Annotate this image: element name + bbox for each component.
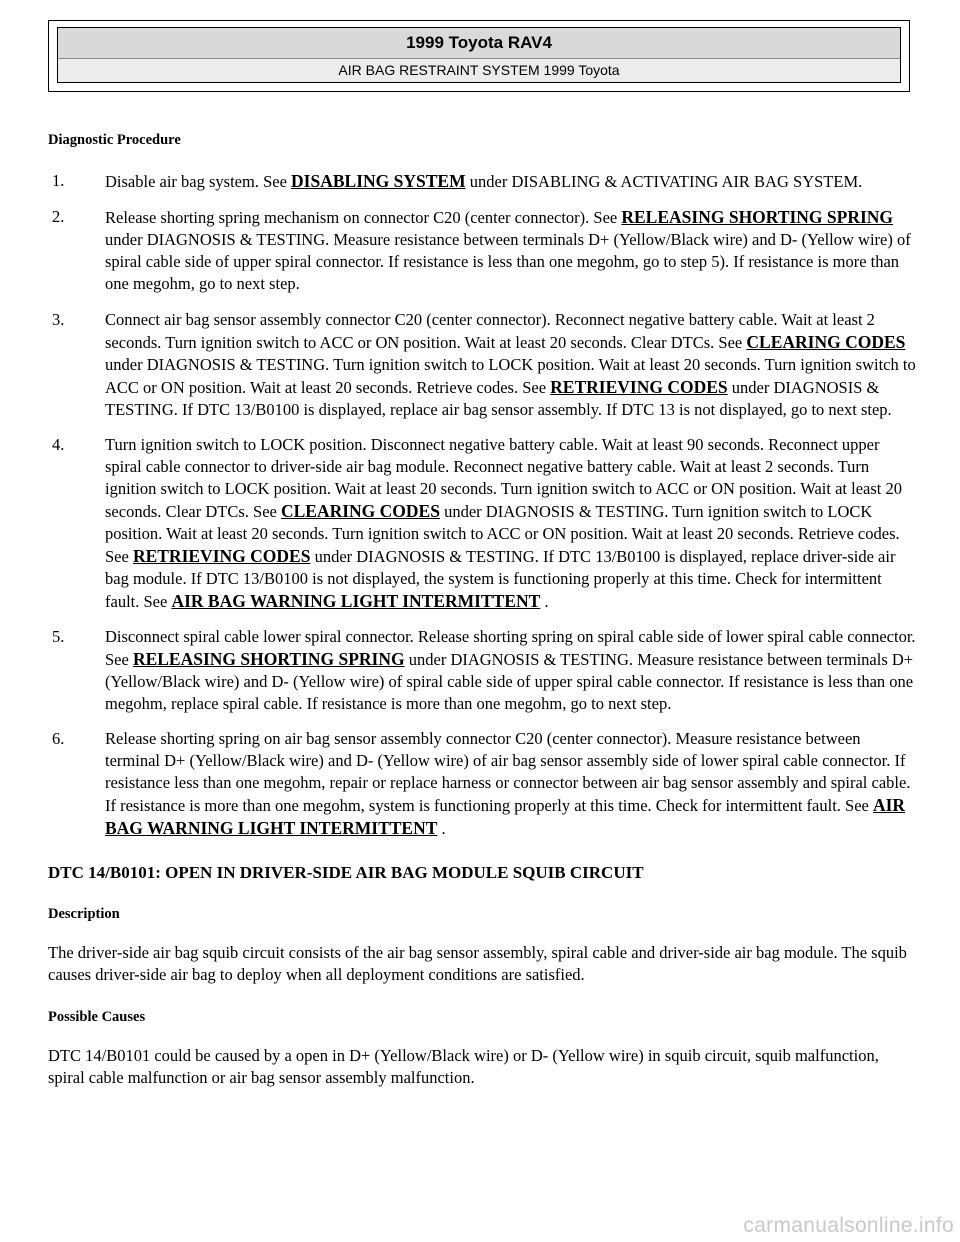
description-text: The driver-side air bag squib circuit consists of the air bag sensor assembly, spiral cable and driver-side air bag module. The squib causes driver-side air bag to deploy when all deployment conditions are satisfied. (48, 943, 907, 984)
link-clearing-codes[interactable]: CLEARING CODES (280, 501, 440, 521)
step-number: 6. (52, 729, 65, 748)
site-watermark: carmanualsonline.info (743, 1214, 954, 1237)
link-air-bag-warning-light-intermittent[interactable]: AIR BAG WARNING LIGHT INTERMITTENT (105, 795, 906, 838)
document-title: 1999 Toyota RAV4 (58, 28, 900, 59)
link-disabling-system[interactable]: DISABLING SYSTEM (291, 171, 466, 191)
step-text: Disconnect spiral cable lower spiral connector. Release shorting spring on spiral cable side of lower spiral cable connector. See (105, 627, 916, 669)
step-text: under DIAGNOSIS & TESTING. If DTC 13/B0100 is displayed, replace driver-side air bag module. If DTC 13/B0100 is not displayed, the system is functioning properly at this time. Check for intermittent fault. See (105, 547, 896, 611)
step-number: 2. (52, 207, 65, 226)
step-text: Connect air bag sensor assembly connector C20 (center connector). Reconnect negative battery cable. Wait at least 2 seconds. Turn ignition switch to ACC or ON position. Wait at least 20 seconds. Clear DTCs. See (105, 310, 875, 352)
link-retrieving-codes[interactable]: RETRIEVING CODES (132, 546, 311, 566)
step-number: 1. (52, 171, 65, 190)
document-body (48, 128, 916, 1089)
step-number: 5. (52, 627, 65, 646)
link-air-bag-warning-light-intermittent[interactable]: AIR BAG WARNING LIGHT INTERMITTENT (171, 591, 541, 611)
page-header-inner (57, 27, 901, 83)
step-text: under DIAGNOSIS & TESTING. Measure resistance between terminals D+ (Yellow/Black wire) and D- (Yellow wire) of spiral cable side of upper spiral connector. If resistance is less than one megohm, go to step 5). If resistance is more than one megohm, go to next step. (105, 230, 911, 293)
step-text: under DISABLING & ACTIVATING AIR BAG SYSTEM. (465, 172, 863, 191)
description-heading: Description (48, 906, 120, 922)
possible-causes-heading: Possible Causes (48, 1009, 146, 1025)
step-3 (48, 309, 916, 421)
link-releasing-shorting-spring[interactable]: RELEASING SHORTING SPRING (621, 207, 894, 227)
step-text: . (540, 592, 549, 611)
step-text: under DIAGNOSIS & TESTING. If DTC 13/B0100 is displayed, replace air bag sensor assembly. If DTC 13 is not displayed, go to next step. (105, 378, 892, 419)
document-subtitle: AIR BAG RESTRAINT SYSTEM 1999 Toyota (58, 59, 900, 82)
step-number: 3. (52, 310, 65, 329)
dtc-14-heading: DTC 14/B0101: OPEN IN DRIVER-SIDE AIR BAG MODULE SQUIB CIRCUIT (48, 863, 644, 882)
link-releasing-shorting-spring[interactable]: RELEASING SHORTING SPRING (132, 649, 405, 669)
step-text: Release shorting spring mechanism on connector C20 (center connector). See (105, 208, 622, 227)
step-4 (48, 434, 916, 613)
possible-causes-text: DTC 14/B0101 could be caused by a open in D+ (Yellow/Black wire) or D- (Yellow wire) in squib circuit, squib malfunction, spiral cable malfunction or air bag sensor assembly malfunction. (48, 1046, 879, 1087)
step-text: under DIAGNOSIS & TESTING. Turn ignition switch to LOCK position. Wait at least 20 seconds. Turn ignition switch to ACC or ON position. Wait at least 20 seconds. Retrieve codes. See (105, 355, 916, 397)
step-text: under DIAGNOSIS & TESTING. Measure resistance between terminals D+ (Yellow/Black wire) and D- (Yellow wire) of spiral cable side of upper spiral cable connector. If resistance is less than one megohm, replace spiral cable. If resistance is more than one megohm, go to next step. (105, 650, 914, 713)
step-2 (48, 206, 916, 295)
step-text: Release shorting spring on air bag sensor assembly connector C20 (center connector). Measure resistance between terminal D+ (Yellow/Black wire) and D- (Yellow wire) of air bag sensor assembly side of lower spiral cable connector. If resistance less than one megohm, repair or replace harness or connector between air bag sensor assembly and spiral cable. If resistance is more than one megohm, system is functioning properly at this time. Check for intermittent fault. See (105, 729, 911, 815)
diagnostic-procedure-heading: Diagnostic Procedure (48, 132, 181, 148)
procedure-steps (48, 170, 916, 840)
step-5 (48, 626, 916, 715)
step-text: Disable air bag system. See (105, 172, 292, 191)
link-retrieving-codes[interactable]: RETRIEVING CODES (550, 377, 728, 397)
step-text: . (437, 819, 446, 838)
step-6 (48, 728, 916, 840)
page-header (48, 20, 910, 92)
link-clearing-codes[interactable]: CLEARING CODES (746, 332, 906, 352)
step-1 (48, 170, 916, 193)
step-text: under DIAGNOSIS & TESTING. Turn ignition switch to LOCK position. Wait at least 20 seconds. Turn ignition switch to ACC or ON position. Wait at least 20 seconds. Retrieve codes. See (105, 502, 900, 566)
step-number: 4. (52, 435, 65, 454)
step-text: Turn ignition switch to LOCK position. Disconnect negative battery cable. Wait at least 90 seconds. Reconnect upper spiral cable connector to driver-side air bag module. Reconnect negative battery cable. Wait at least 2 seconds. Turn ignition switch to LOCK position. Wait at least 20 seconds. Turn ignition switch to ACC or ON position. Wait at least 20 seconds. Clear DTCs. See (105, 435, 902, 521)
